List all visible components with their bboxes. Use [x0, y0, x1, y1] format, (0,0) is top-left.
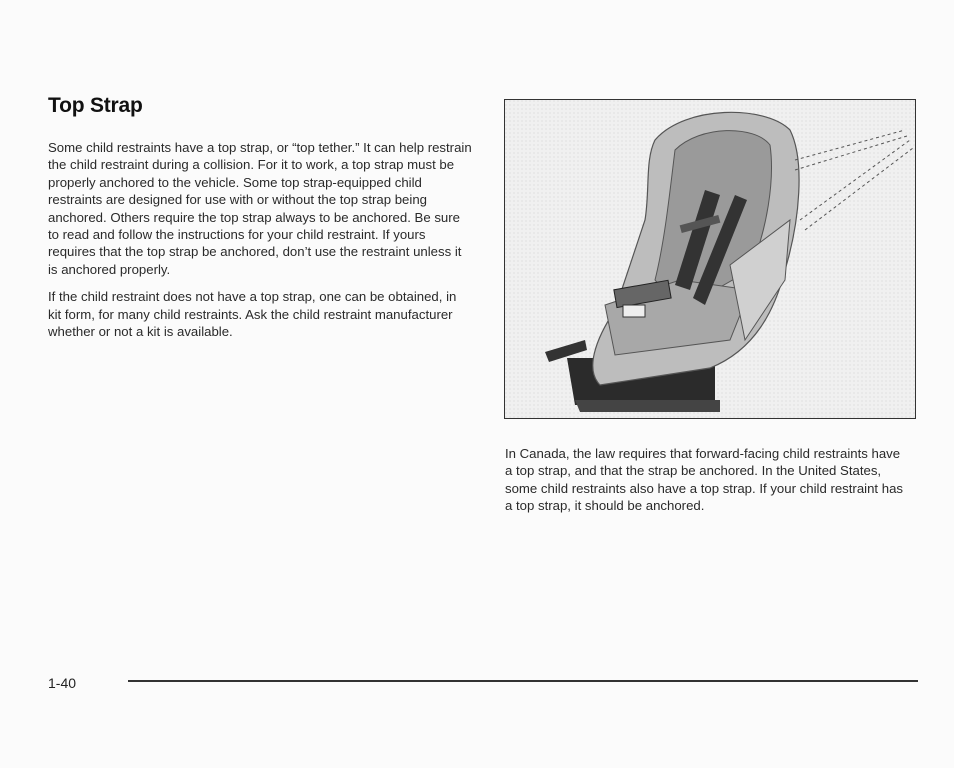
paragraph-kit-availability: If the child restraint does not have a top strap, one can be obtained, in kit form, for many child restraints. Ask the child restraint manufacturer whether or not a kit is available.	[48, 289, 457, 340]
section-title: Top Strap	[48, 94, 143, 117]
page-number: 1-40	[48, 675, 77, 691]
footer-divider	[128, 680, 918, 682]
left-column	[48, 139, 473, 350]
right-column	[505, 445, 905, 515]
paragraph-canada-law: In Canada, the law requires that forward-facing child restraints have a top strap, and that the strap be anchored. In the United States, some child restraints also have a top strap. If your child restraint has a top strap, it should be anchored.	[505, 446, 904, 514]
child-seat-illustration-icon	[505, 100, 915, 418]
child-seat-figure	[504, 99, 916, 419]
paragraph-top-strap-intro: Some child restraints have a top strap, or “top tether.” It can help restrain the child restraint during a collision. For it to work, a top strap must be properly anchored to the vehicle. Some top strap-equipped child restraints are designed for use with or without the top strap being anchored. Others require the top strap always to be anchored. Be sure to read and follow the instructions for your child restraint. If yours requires that the top strap be anchored, don’t use the restraint unless it is anchored properly.	[48, 140, 472, 277]
